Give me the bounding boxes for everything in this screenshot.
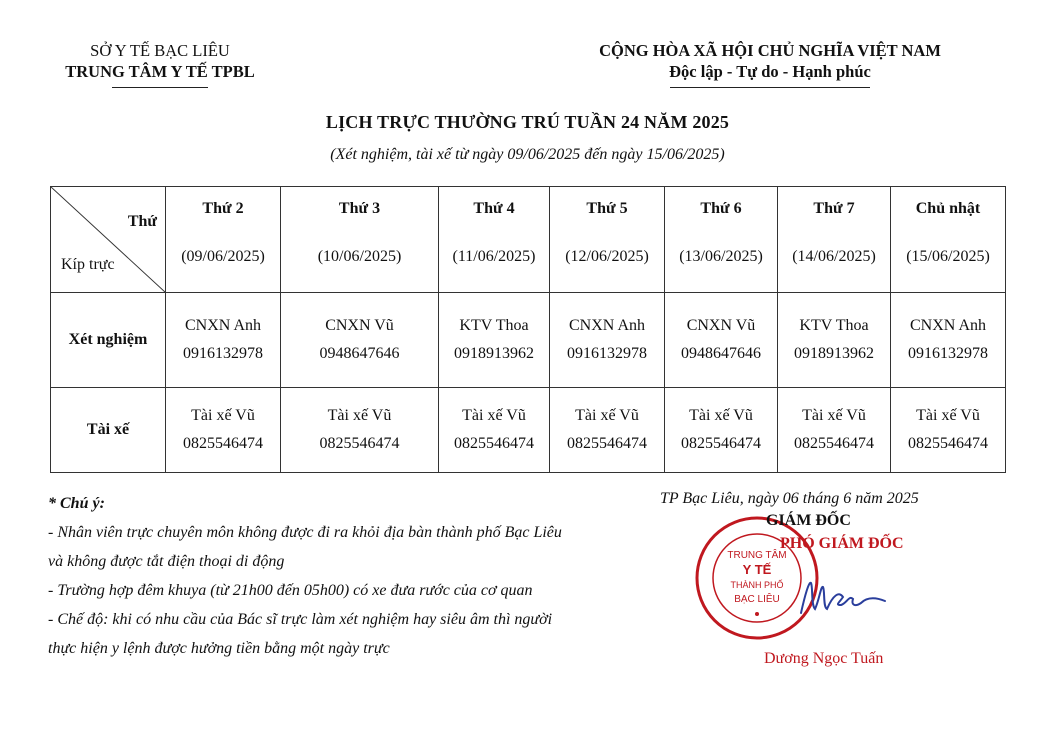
staff-name: Tài xế Vũ [327,407,392,424]
staff-phone: 0916132978 [183,345,263,362]
staff-phone: 0825546474 [908,435,988,452]
center-name: TRUNG TÂM Y TẾ TPBL [65,62,255,81]
national-name: CỘNG HÒA XÃ HỘI CHỦ NGHĨA VIỆT NAM [599,41,941,60]
motto-underline [670,87,870,88]
day-header [778,187,891,293]
staff-name: CNXN Anh [568,317,645,334]
duty-cell [778,388,891,473]
notes-heading: * Chú ý: [48,495,105,512]
document-subtitle: (Xét nghiệm, tài xế từ ngày 09/06/2025 đến ngày 15/06/2025) [330,146,725,163]
day-name: Thứ 3 [338,199,381,217]
note-line: - Trường hợp đêm khuya (từ 21h00 đến 05h00) có xe đưa rước của cơ quan [48,582,533,599]
department-name: SỞ Y TẾ BẠC LIÊU [90,41,230,60]
note-line: - Nhân viên trực chuyên môn không được đi ra khỏi địa bàn thành phố Bạc Liêu [48,524,562,541]
note-line: - Chế độ: khi có nhu cầu của Bác sĩ trực làm xét nghiệm hay siêu âm thì người [48,611,553,628]
table-header-row [51,187,1006,293]
day-date: (09/06/2025) [181,247,265,265]
duty-cell [550,388,665,473]
staff-name: Tài xế Vũ [575,407,639,424]
duty-cell [166,293,281,388]
duty-cell [281,293,439,388]
day-name: Thứ 5 [586,199,628,217]
staff-phone: 0825546474 [454,435,534,452]
day-header [166,187,281,293]
duty-cell [439,293,550,388]
staff-name: KTV Thoa [799,317,869,334]
day-header [891,187,1006,293]
staff-name: CNXN Anh [184,317,261,334]
staff-name: Tài xế Vũ [916,407,980,424]
corner-label-day: Thứ [127,213,157,230]
corner-label-shift: Kíp trực [61,256,115,273]
day-name: Chủ nhật [915,199,981,217]
handwritten-signature-icon [795,575,890,620]
day-date: (15/06/2025) [906,247,990,265]
diagonal-divider [51,187,165,292]
staff-name: Tài xế Vũ [462,407,526,424]
day-name: Thứ 4 [473,199,515,217]
day-date: (13/06/2025) [679,247,763,265]
staff-name: KTV Thoa [459,317,529,334]
staff-phone: 0918913962 [794,345,874,362]
signer-name: Dương Ngọc Tuấn [764,650,884,667]
corner-cell [51,187,166,293]
duty-cell [778,293,891,388]
staff-phone: 0916132978 [908,345,988,362]
director-title: GIÁM ĐỐC [766,512,851,529]
svg-text:TRUNG TÂM: TRUNG TÂM [727,550,787,561]
staff-name: CNXN Vũ [686,317,756,334]
row-label-lab: Xét nghiệm [51,293,166,388]
svg-text:THÀNH PHỐ: THÀNH PHỐ [730,580,784,590]
duty-cell [281,388,439,473]
staff-name: Tài xế Vũ [191,407,255,424]
day-header [550,187,665,293]
deputy-director-title: PHÓ GIÁM ĐỐC [780,535,904,552]
day-date: (11/06/2025) [452,247,536,265]
staff-name: Tài xế Vũ [802,407,866,424]
agency-underline [112,87,208,88]
day-name: Thứ 6 [700,199,742,217]
place-date: TP Bạc Liêu, ngày 06 tháng 6 năm 2025 [660,490,919,507]
day-header [281,187,439,293]
duty-cell [665,388,778,473]
duty-cell [891,293,1006,388]
staff-name: Tài xế Vũ [689,407,753,424]
day-name: Thứ 2 [202,199,244,217]
staff-phone: 0948647646 [319,345,400,362]
staff-phone: 0825546474 [567,435,647,452]
national-motto: Độc lập - Tự do - Hạnh phúc [669,62,871,81]
day-date: (14/06/2025) [792,247,876,265]
duty-schedule-table [50,186,1006,473]
svg-text:Y TẾ: Y TẾ [742,562,772,577]
staff-name: CNXN Vũ [325,317,394,334]
day-name: Thứ 7 [813,199,855,217]
staff-phone: 0918913962 [454,345,534,362]
duty-cell [891,388,1006,473]
staff-name: CNXN Anh [909,317,986,334]
note-line: thực hiện y lệnh được hưởng tiền bằng một ngày trực [48,640,390,657]
day-date: (10/06/2025) [317,247,402,265]
svg-text:BẠC LIÊU: BẠC LIÊU [734,594,780,605]
staff-phone: 0825546474 [319,435,400,452]
document-title: LỊCH TRỰC THƯỜNG TRÚ TUẦN 24 NĂM 2025 [325,112,730,132]
staff-phone: 0948647646 [681,345,761,362]
day-date: (12/06/2025) [565,247,649,265]
row-label-driver: Tài xế [51,388,166,473]
duty-cell [439,388,550,473]
day-header [665,187,778,293]
national-motto-block [555,40,985,88]
issuing-agency-block [40,40,280,88]
note-line: và không được tắt điện thoại di động [48,553,285,570]
duty-cell [166,388,281,473]
table-row-lab [51,293,1006,388]
staff-phone: 0825546474 [681,435,761,452]
duty-cell [665,293,778,388]
staff-phone: 0825546474 [794,435,874,452]
notes-block [48,489,668,663]
staff-phone: 0825546474 [183,435,263,452]
day-header [439,187,550,293]
table-row-driver [51,388,1006,473]
staff-phone: 0916132978 [567,345,647,362]
duty-cell [550,293,665,388]
